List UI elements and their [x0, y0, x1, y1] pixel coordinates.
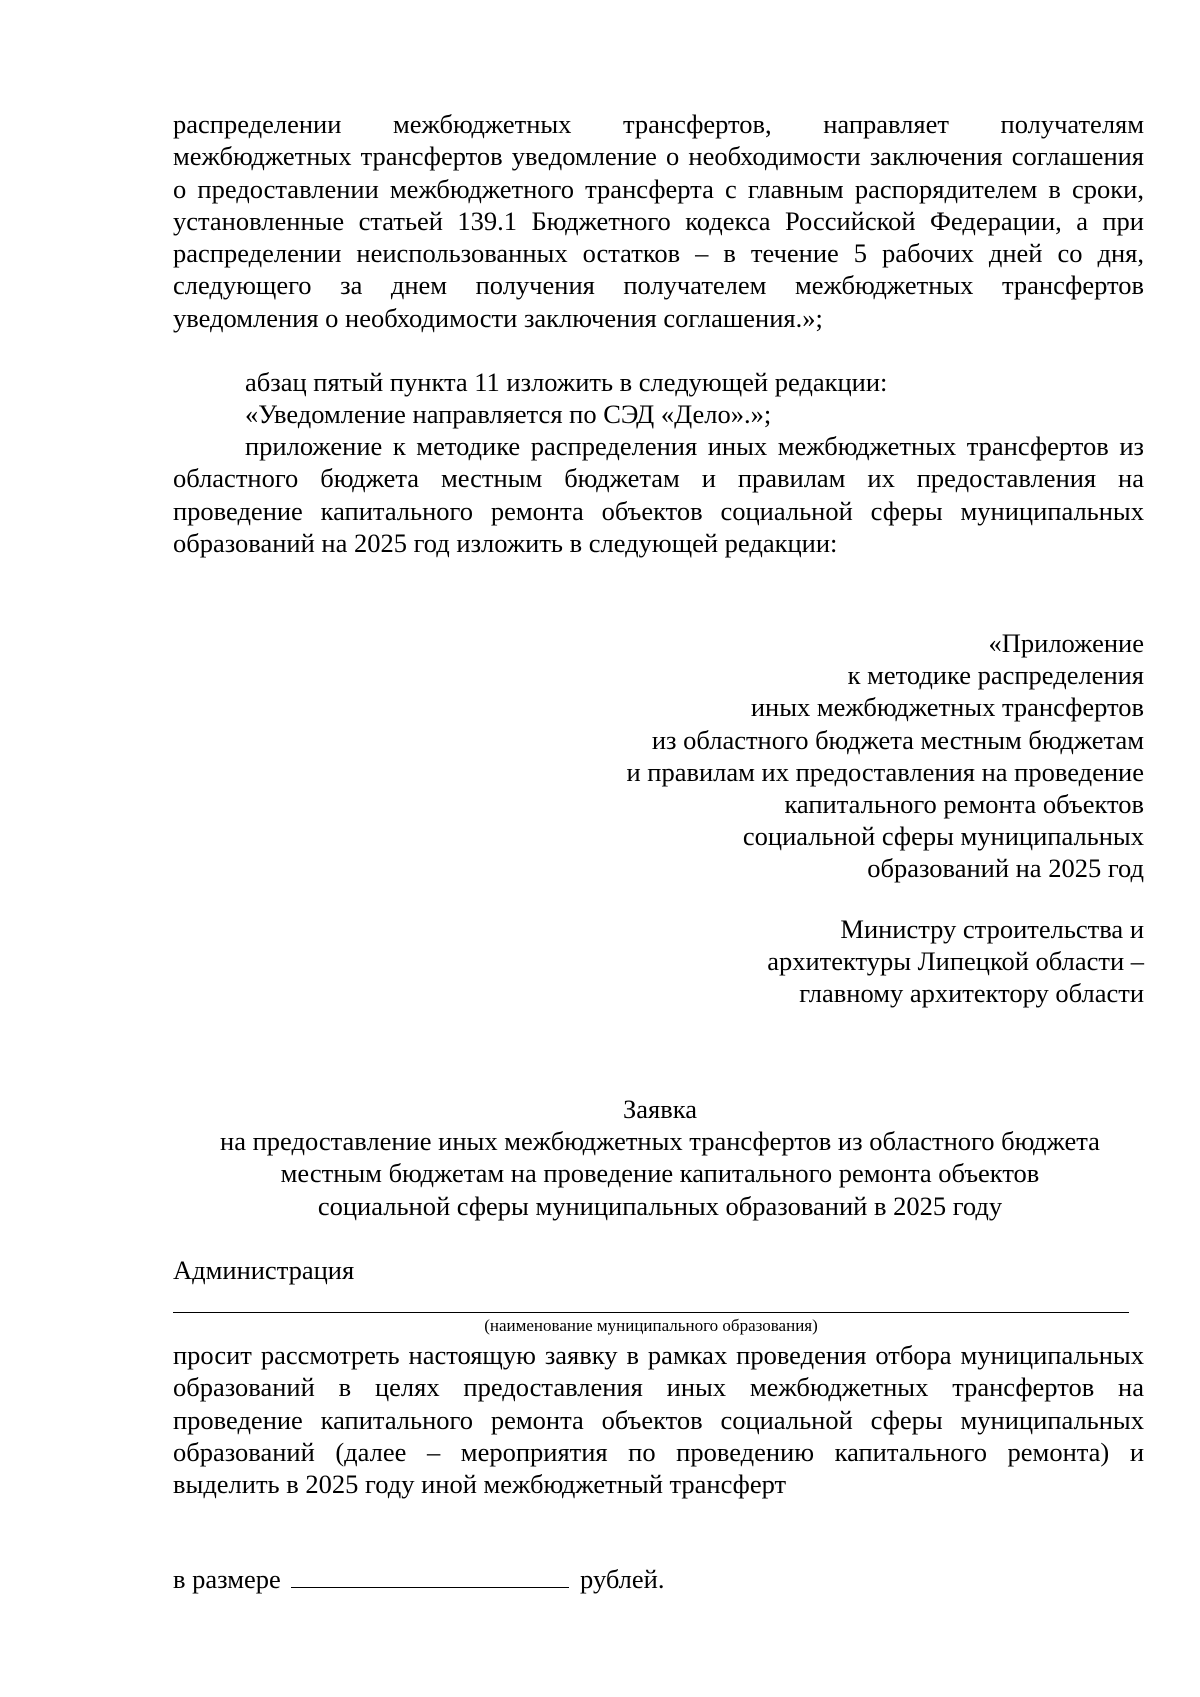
paragraph-appendix-amendment: [173, 430, 1144, 559]
amount-field[interactable]: [291, 1565, 569, 1588]
appendix-header: [173, 627, 1144, 885]
request-text: просит рассмотреть настоящую заявку в рамках проведения отбора муниципальных образований в целях предоставления иных межбюджетных трансфертов на проведение капитального ремонта объектов социальной сферы муниципальных образований (далее – мероприятия по проведению капитального ремонта) и выделить в 2025 году иной межбюджетный трансферт: [173, 1340, 1144, 1500]
appendix-header-line: «Приложение: [988, 628, 1144, 658]
appendix-header-line: иных межбюджетных трансфертов: [750, 692, 1144, 723]
application-subtitle-line: местным бюджетам на проведение капитального ремонта объектов: [280, 1158, 1040, 1189]
addressee-line: главному архитектору области: [799, 978, 1144, 1009]
application-title-block: [160, 1093, 1160, 1222]
appendix-header-line: из областного бюджета местным бюджетам: [651, 724, 1144, 755]
paragraph-text: «Уведомление направляется по СЭД «Дело».»;: [245, 399, 772, 429]
paragraph-notification: [173, 108, 1144, 334]
application-title: Заявка: [623, 1094, 697, 1124]
municipality-caption: (наименование муниципального образования): [484, 1316, 818, 1335]
addressee-line: Министру строительства и: [840, 914, 1144, 944]
administration-label: [173, 1254, 1144, 1286]
paragraph-text: абзац пятый пункта 11 изложить в следующей редакции:: [245, 367, 888, 397]
addressee-block: [173, 913, 1144, 1010]
request-paragraph: [173, 1339, 1144, 1500]
application-subtitle-line: на предоставление иных межбюджетных трансфертов из областного бюджета: [220, 1126, 1100, 1157]
appendix-header-line: социальной сферы муниципальных: [742, 821, 1144, 852]
appendix-header-line: и правилам их предоставления на проведение: [626, 756, 1144, 787]
municipality-name-field[interactable]: [173, 1312, 1129, 1313]
addressee-line: архитектуры Липецкой области –: [767, 946, 1144, 977]
paragraph-amendment-11: [173, 366, 1144, 398]
amount-suffix: рублей.: [580, 1564, 665, 1594]
paragraph-text: распределении межбюджетных трансфертов, направляет получателям межбюджетных трансфертов уведомление о необходимости заключения соглашения о предоставлении межбюджетного трансферта с главным распорядителем в сроки, установленные статьей 139.1 Бюджетного кодекса Российской Федерации, а при распределении неиспользованных остатков – в течение 5 рабочих дней со дня, следующего за днем получения получателем межбюджетных трансфертов уведомления о необходимости заключения соглашения.»;: [173, 109, 1144, 333]
amount-prefix: в размере: [173, 1564, 281, 1594]
administration-text: Администрация: [173, 1255, 355, 1285]
paragraph-text: приложение к методике распределения иных межбюджетных трансфертов из областного бюджета местным бюджетам и правилам их предоставления на проведение капитального ремонта объектов социальной сферы муниципальных образований на 2025 год изложить в следующей редакции:: [173, 431, 1144, 558]
appendix-header-line: капитального ремонта объектов: [784, 789, 1144, 820]
appendix-header-line: образований на 2025 год: [867, 853, 1144, 884]
amount-line: [173, 1563, 1144, 1595]
application-subtitle-line: социальной сферы муниципальных образований в 2025 году: [317, 1190, 1003, 1221]
appendix-header-line: к методике распределения: [847, 660, 1144, 691]
paragraph-sed-delo: [173, 398, 1144, 430]
